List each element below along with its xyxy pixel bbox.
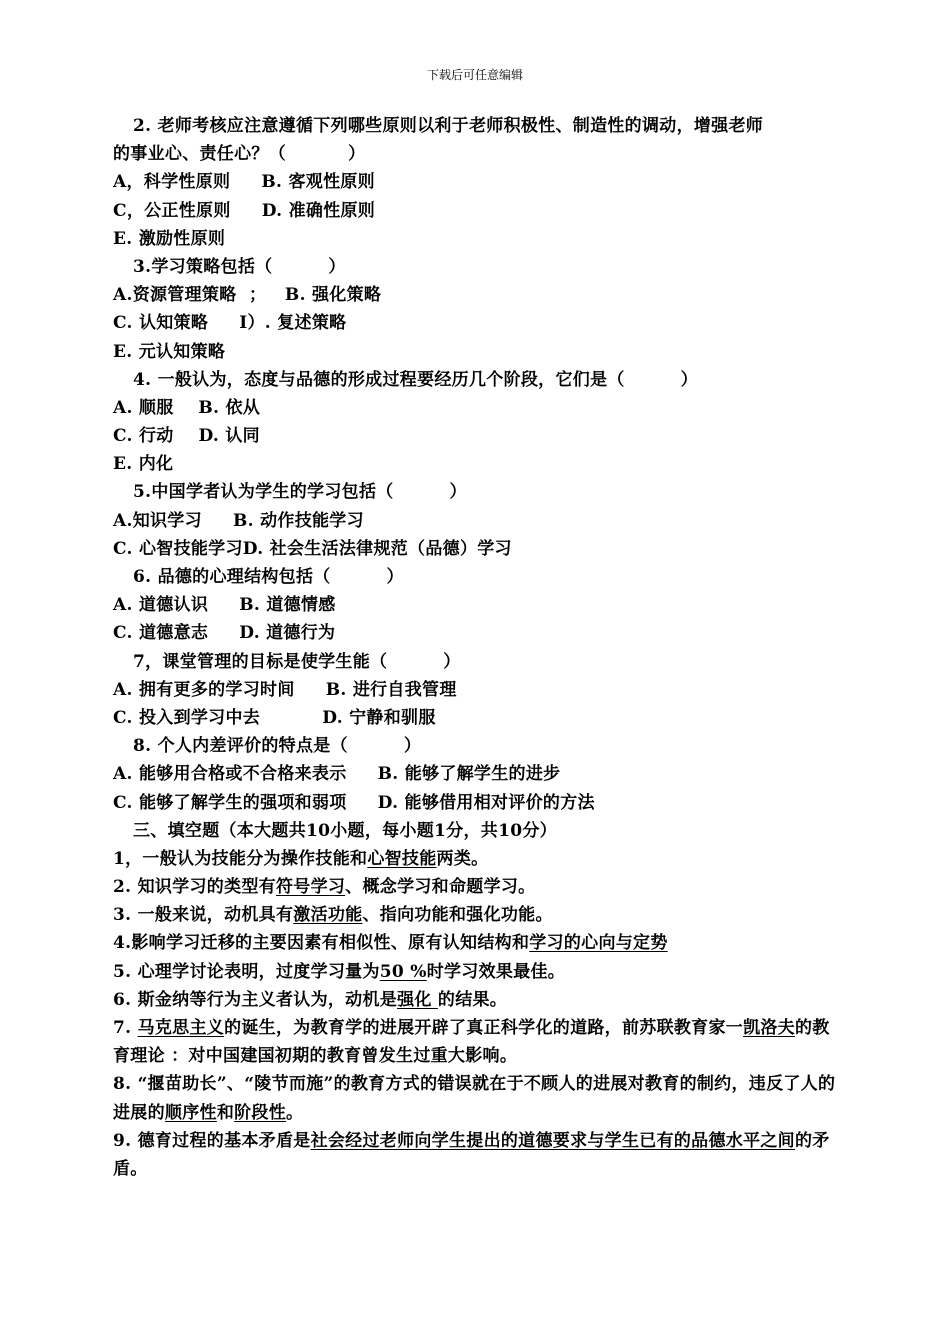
fill-9-text-a: 9. 德育过程的基本矛盾是 (113, 1130, 311, 1151)
question-5-stem: 5.中国学者认为学生的学习包括（ ） (133, 482, 467, 503)
fill-5-answer: 50 % (379, 961, 427, 982)
fill-question-1 (113, 845, 838, 873)
question-7-option-cd: C. 投入到学习中去 D. 宁静和驯服 (113, 707, 436, 728)
question-8-stem: 8. 个人内差评价的特点是（ ） (133, 736, 422, 757)
fill-7-answer-2: 凯洛夫 (743, 1018, 795, 1038)
document-body (113, 112, 838, 1183)
fill-8-answer-2: 阶段性 (234, 1102, 287, 1123)
fill-8-answer-1: 顺序性 (164, 1102, 217, 1123)
question-3-stem: 3.学习策略包括（ ） (133, 256, 346, 277)
question-2-stem-line1: 2. 老师考核应注意遵循下列哪些原则以利于老师积极性、制造性的调动，增强老师 (133, 116, 764, 136)
fill-7-number: 7. (113, 1018, 138, 1038)
fill-question-6 (113, 986, 838, 1014)
fill-question-4 (113, 929, 838, 957)
fill-5-text-a: 5. 心理学讨论表明，过度学习量为 (113, 961, 380, 982)
fill-6-text-a: 6. 斯金纳等行为主义者认为，动机是 (113, 989, 398, 1010)
question-3-option-cd: C. 认知策略 I）. 复述策略 (113, 313, 347, 334)
question-8-option-ab: A. 能够用合格或不合格来表示 B. 能够了解学生的进步 (113, 764, 561, 785)
fill-2-text-b: 、概念学习和命题学习。 (345, 877, 536, 898)
fill-9-answer: 社会经过老师向学生提出的道德要求与学生已有的品德水平之间 (310, 1130, 795, 1151)
fill-4-answer: 学习的心向与定势 (529, 933, 668, 954)
question-4-option-e: E. 内化 (113, 454, 174, 475)
fill-8-text-b: 。 (286, 1102, 304, 1123)
page-header: 下载后可任意编辑 (426, 68, 523, 82)
question-4-option-cd: C. 行动 D. 认同 (113, 426, 260, 447)
question-3-option-ab: A.资源管理策略 ； B. 强化策略 (113, 285, 382, 306)
section-3-title: 三、填空题（本大题共10小题，每小题1分，共10分） (133, 820, 557, 841)
fill-7-text-a: 的诞生，为教育学的进展开辟了真正科学化的道路，前苏联教育家一 (224, 1018, 744, 1038)
fill-8-text-a: 8. “揠苗助长”、“陵节而施”的教育方式的错误就在于不顾人的进展对教育的制约，违反了人的进展的 (113, 1074, 836, 1123)
fill-7-answer-1: 马克思主义 (137, 1018, 225, 1038)
question-8-option-cd: C. 能够了解学生的强项和弱项 D. 能够借用相对评价的方法 (113, 792, 595, 813)
fill-6-answer: 强化 (397, 989, 438, 1010)
question-6-stem: 6. 品德的心理结构包括（ ） (133, 567, 404, 587)
fill-question-8 (113, 1070, 838, 1126)
question-4-stem: 4. 一般认为，态度与品德的形成过程要经历几个阶段，它们是（ ） (133, 369, 698, 390)
question-4-option-ab: A. 顺服 B. 依从 (113, 397, 261, 418)
fill-4-text-a: 4.影响学习迁移的主要因素有相似性、原有认知结构和 (113, 933, 530, 954)
question-7-option-ab: A. 拥有更多的学习时间 B. 进行自我管理 (113, 679, 457, 700)
fill-8-text-mid: 和 (216, 1102, 235, 1123)
question-2-stem-line2: 的事业心、责任心？（ ） (113, 144, 366, 165)
fill-3-text-b: 、指向功能和强化功能。 (362, 905, 553, 926)
question-5-option-cd: C. 心智技能学习D. 社会生活法律规范（品德）学习 (113, 538, 512, 559)
fill-question-2 (113, 873, 838, 901)
fill-1-answer: 心智技能 (367, 848, 437, 869)
question-2-option-e: E. 激励性原则 (113, 228, 226, 249)
fill-1-text-b: 两类。 (436, 848, 489, 869)
fill-6-text-b: 的结果。 (437, 989, 508, 1010)
fill-3-text-a: 3. 一般来说，动机具有 (113, 905, 294, 926)
fill-question-7 (113, 1014, 838, 1070)
fill-question-9 (113, 1127, 838, 1183)
fill-7-text-b: 的教育理论 ：对中国建国初期的教育曾发生过重大影响。 (113, 1018, 830, 1067)
question-3-option-e: E. 元认知策略 (113, 341, 226, 362)
question-2-option-cd: C，公正性原则 D. 准确性原则 (113, 200, 376, 221)
fill-question-3 (113, 901, 838, 929)
question-6-option-cd: C. 道德意志 D. 道德行为 (113, 623, 336, 644)
question-7-stem: 7，课堂管理的目标是使学生能（ ） (133, 651, 461, 672)
question-5-option-ab: A.知识学习 B. 动作技能学习 (113, 510, 364, 531)
fill-1-text-a: 1，一般认为技能分为操作技能和 (113, 848, 368, 869)
fill-9-text-b: 的矛盾。 (113, 1130, 830, 1180)
fill-3-answer: 激活功能 (293, 905, 363, 926)
fill-2-text-a: 2. 知识学习的类型有 (113, 877, 276, 898)
fill-5-text-b: 时学习效果最佳。 (426, 961, 566, 982)
fill-2-answer: 符号学习 (275, 877, 346, 898)
question-6-option-ab: A. 道德认识 B. 道德情感 (113, 595, 336, 616)
fill-question-5 (113, 958, 838, 986)
question-2-option-ab: A，科学性原则 B. 客观性原则 (113, 172, 375, 193)
